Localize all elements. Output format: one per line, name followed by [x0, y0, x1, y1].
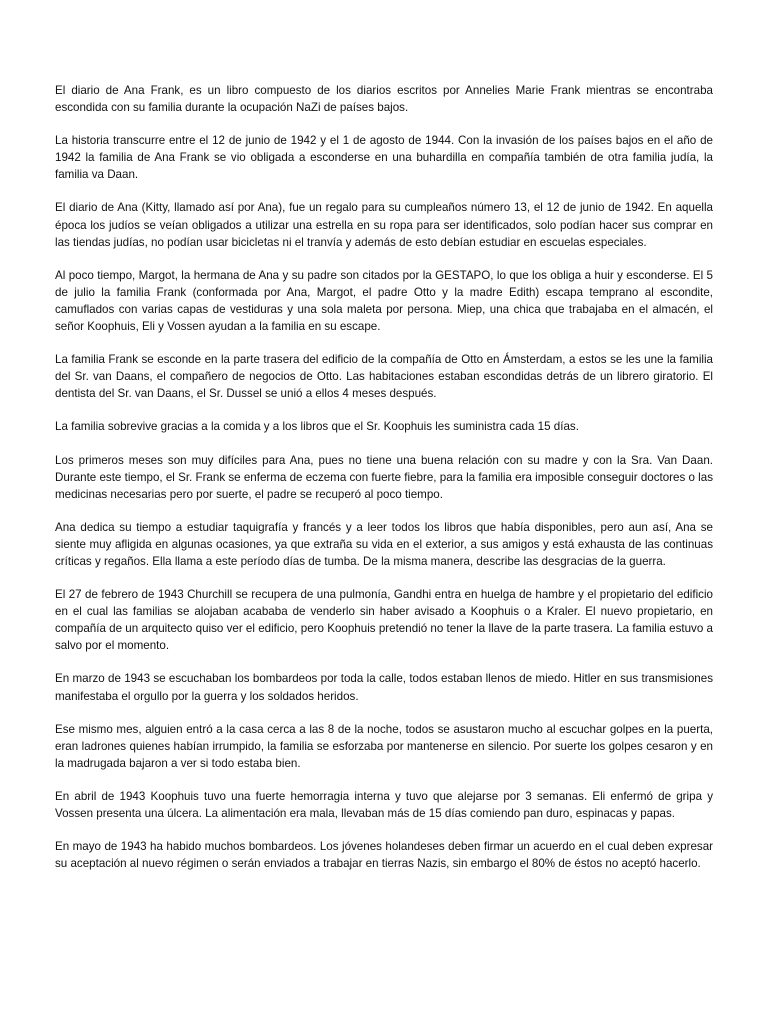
paragraph-abril-1943: En abril de 1943 Koophuis tuvo una fuerte hemorragia interna y tuvo que alejarse por 3 semanas. Eli enfermó de gripa y Vossen presenta una úlcera. La alimentación era mala, llevaban más de 15 días comiendo pan duro, espinacas y papas. — [55, 789, 713, 820]
paragraph-gestapo: Al poco tiempo, Margot, la hermana de Ana y su padre son citados por la GESTAPO, lo que los obliga a huir y esconderse. El 5 de julio la familia Frank (conformada por Ana, Margot, el padre Otto y la madre Edith) escapa temprano al escondite, camuflados con varias capas de vestiduras y una sola maleta por persona. Miep, una chica que trabajaba en el almacén, el señor Koophuis, Eli y Vossen ayudan a la familia en su escape. — [55, 268, 713, 334]
paragraph-febrero-1943: El 27 de febrero de 1943 Churchill se recupera de una pulmonía, Gandhi entra en huelga de hambre y el propietario del edificio en el cual las familias se alojaban acababa de venderlo sin haber avisado a Koophuis o a Kraler. El nuevo propietario, en compañía de un arquitecto quiso ver el edificio, pero Koophuis pretendió no tener la llave de la parte trasera. La familia estuvo a salvo por el momento. — [55, 588, 713, 653]
paragraph-ladrones: Ese mismo mes, alguien entró a la casa cerca a las 8 de la noche, todos se asustaron mucho al escuchar golpes en la puerta, eran ladrones quienes habían irrumpido, la familia se esforzaba por mantenerse en silencio. Por suerte los golpes cesaron y en la madrugada bajaron a ver si todo estaba bien. — [55, 722, 713, 770]
paragraph-sobrevive: La familia sobrevive gracias a la comida y a los libros que el Sr. Koophuis les suministra cada 15 días. — [55, 420, 579, 434]
document-page — [55, 82, 713, 888]
paragraph-primeros-meses: Los primeros meses son muy difíciles para Ana, pues no tiene una buena relación con su madre y con la Sra. Van Daan. Durante este tiempo, el Sr. Frank se enferma de eczema con fuerte fiebre, para la familia era imposible conseguir doctores o las medicinas necesarias pero por suerte, el padre se recuperó al poco tiempo. — [55, 453, 713, 501]
paragraph-estudios: Ana dedica su tiempo a estudiar taquigrafía y francés y a leer todos los libros que había disponibles, pero aun así, Ana se siente muy afligida en algunas ocasiones, ya que extraña su vida en el exterior, a sus amigos y está exhausta de las continuas críticas y regaños. Ella llama a este período días de tumba. De la misma manera, describe las desgracias de la guerra. — [55, 520, 713, 568]
paragraph-intro: El diario de Ana Frank, es un libro compuesto de los diarios escritos por Annelies Marie Frank mientras se encontraba escondida con su familia durante la ocupación NaZi de países bajos. — [55, 84, 713, 115]
paragraph-diario-kitty: El diario de Ana (Kitty, llamado así por Ana), fue un regalo para su cumpleaños número 13, el 12 de junio de 1942. En aquella época los judíos se veían obligados a utilizar una estrella en su ropa para ser identificados, solo podían hacer sus comprar en las tiendas judías, no podían usar bicicletas ni el tranvía y además de esto debían estudiar en escuelas especiales. — [55, 201, 713, 249]
paragraph-marzo-1943: En marzo de 1943 se escuchaban los bombardeos por toda la calle, todos estaban llenos de miedo. Hitler en sus transmisiones manifestaba el orgullo por la guerra y los soldados heridos. — [55, 672, 713, 703]
paragraph-mayo-1943: En mayo de 1943 ha habido muchos bombardeos. Los jóvenes holandeses deben firmar un acuerdo en el cual deben expresar su aceptación al nuevo régimen o serán enviados a trabajar en tierras Nazis, sin embargo el 80% de éstos no aceptó hacerlo. — [55, 840, 713, 871]
paragraph-escondite: La familia Frank se esconde en la parte trasera del edificio de la compañía de Otto en Ámsterdam, a estos se les une la familia del Sr. van Daans, el compañero de negocios de Otto. Las habitaciones estaban escondidas detrás de un librero giratorio. El dentista del Sr. van Daans, el Sr. Dussel se unió a ellos 4 meses después. — [55, 353, 713, 401]
paragraph-historia: La historia transcurre entre el 12 de junio de 1942 y el 1 de agosto de 1944. Con la invasión de los países bajos en el año de 1942 la familia de Ana Frank se vio obligada a esconderse en una buhardilla en compañía también de otra familia judía, la familia va Daan. — [55, 134, 713, 182]
